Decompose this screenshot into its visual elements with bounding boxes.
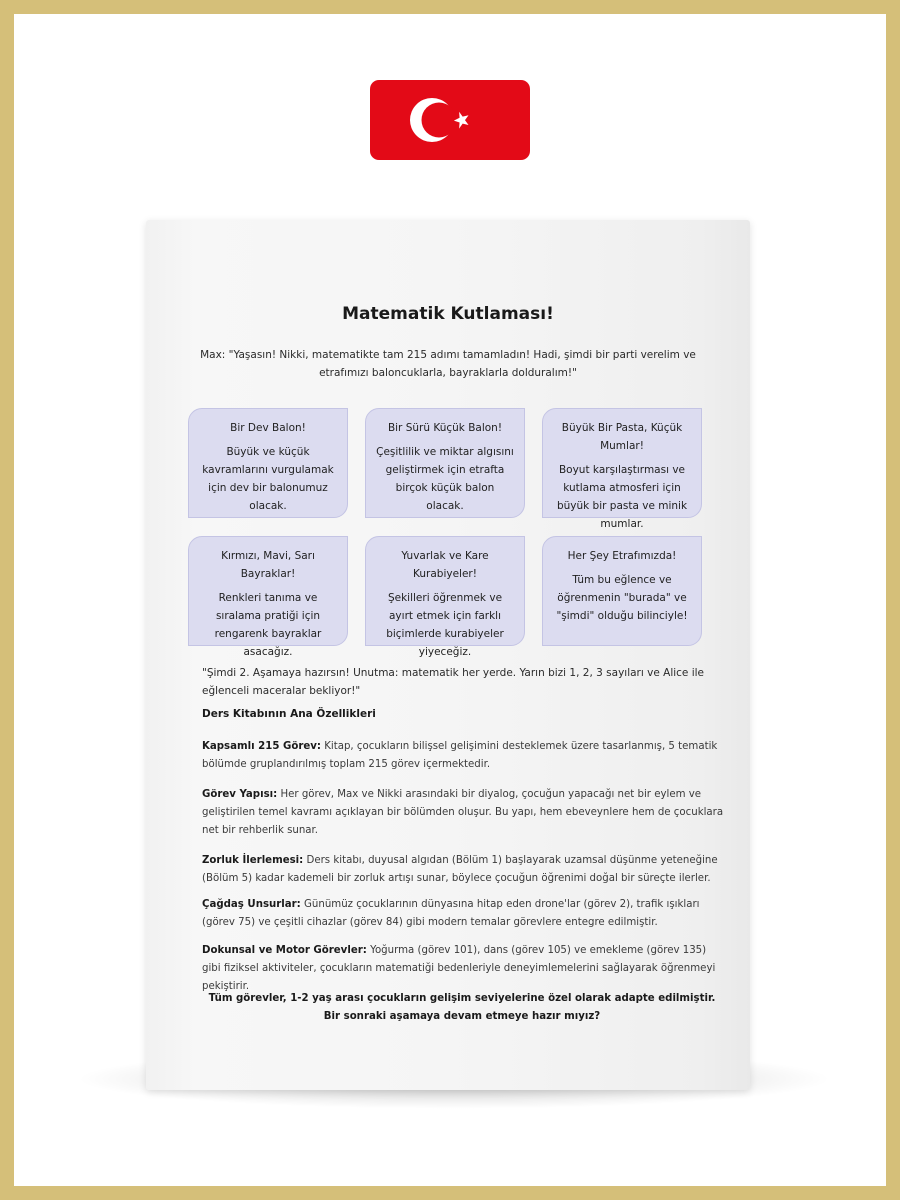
card-body: Şekilleri öğrenmek ve ayırt etmek için farklı biçimlerde kurabiyeler yiyeceğiz. — [386, 592, 504, 658]
feature-item — [202, 942, 724, 996]
feature-label: Kapsamlı 215 Görev: — [202, 741, 321, 752]
card-title: Büyük Bir Pasta, Küçük Mumlar! — [561, 422, 683, 452]
feature-label: Dokunsal ve Motor Görevler: — [202, 945, 367, 956]
card-body: Çeşitlilik ve miktar algısını geliştirmek için etrafta birçok küçük balon olacak. — [376, 446, 514, 512]
card-cookies — [365, 536, 525, 658]
card-here-and-now — [542, 536, 702, 646]
card-small-balloons — [365, 408, 525, 518]
feature-item — [202, 786, 724, 840]
turkey-flag — [370, 80, 530, 160]
feature-item — [202, 738, 724, 774]
card-title: Yuvarlak ve Kare Kurabiyeler! — [401, 550, 489, 580]
closing-statement: Tüm görevler, 1-2 yaş arası çocukların gelişim seviyelerine özel olarak adapte edilmiştir. Bir sonraki aşamaya devam etmeye hazır mıyız? — [208, 993, 716, 1022]
card-body: Renkleri tanıma ve sıralama pratiği için rengarenk bayraklar asacağız. — [214, 592, 322, 658]
document-page — [146, 220, 750, 1090]
feature-text: Kitap, çocukların bilişsel gelişimini desteklemek üzere tasarlanmış, 5 tematik bölümde gruplandırılmış toplam 215 görev içermektedir. — [202, 741, 718, 770]
feature-label: Çağdaş Unsurlar: — [202, 899, 301, 910]
card-body: Büyük ve küçük kavramlarını vurgulamak için dev bir balonumuz olacak. — [202, 446, 334, 512]
feature-label: Zorluk İlerlemesi: — [202, 855, 304, 866]
card-title: Bir Dev Balon! — [230, 422, 306, 434]
white-frame — [14, 14, 886, 1186]
crescent-star-icon — [370, 80, 530, 160]
intro-dialogue: Max: "Yaşasın! Nikki, matematikte tam 215 adımı tamamladın! Hadi, şimdi bir parti verelim ve etrafımızı baloncuklarla, bayraklarla dolduralım!" — [200, 349, 696, 379]
card-body: Boyut karşılaştırması ve kutlama atmosferi için büyük bir pasta ve minik mumlar. — [556, 464, 688, 530]
feature-text: Her görev, Max ve Nikki arasındaki bir diyalog, çocuğun yapacağı net bir eylem ve geliştirilen temel kavramı açıklayan bir bölümden oluşur. Bu yapı, hem ebeveynlere hem de çocuklara net bir rehberlik sunar. — [202, 789, 724, 836]
feature-item — [202, 852, 724, 888]
features-heading: Ders Kitabının Ana Özellikleri — [202, 708, 376, 720]
feature-item — [202, 896, 724, 932]
stage-quote: "Şimdi 2. Aşamaya hazırsın! Unutma: matematik her yerde. Yarın bizi 1, 2, 3 sayıları ve Alice ile eğlenceli maceralar bekliyor!" — [202, 667, 705, 697]
card-title: Her Şey Etrafımızda! — [567, 550, 677, 562]
card-giant-balloon — [188, 408, 348, 518]
feature-text: Günümüz çocuklarının dünyasına hitap eden drone'lar (görev 2), trafik ışıkları (görev 75) ve çeşitli cihazlar (görev 84) gibi modern temalar görevlere entegre edilmiştir. — [202, 899, 700, 928]
card-title: Bir Sürü Küçük Balon! — [387, 422, 503, 434]
feature-label: Görev Yapısı: — [202, 789, 278, 800]
card-flags — [188, 536, 348, 658]
card-title: Kırmızı, Mavi, Sarı Bayraklar! — [221, 550, 315, 580]
feature-text: Yoğurma (görev 101), dans (görev 105) ve emekleme (görev 135) gibi fiziksel aktiviteler, çocukların matematiği bedenleriyle deneyimlemelerini sağlayarak öğrenmeyi pekiştirir. — [202, 945, 716, 992]
feature-text: Ders kitabı, duyusal algıdan (Bölüm 1) başlayarak uzamsal düşünme yeteneğine (Bölüm 5) kadar kademeli bir zorluk artışı sunar, böylece çocuğun öğrenimi doğal bir süreçte ilerler. — [202, 855, 718, 884]
card-body: Tüm bu eğlence ve öğrenmenin "burada" ve "şimdi" olduğu bilinciyle! — [556, 574, 688, 622]
card-cake-candles — [542, 408, 702, 530]
page-title: Matematik Kutlaması! — [342, 304, 554, 324]
